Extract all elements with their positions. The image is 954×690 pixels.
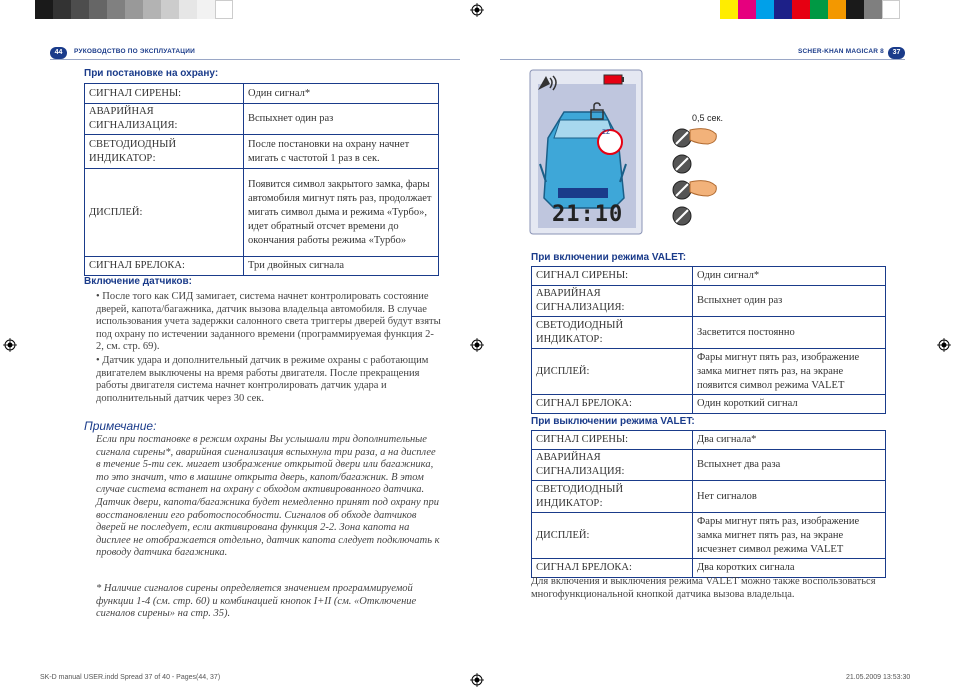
valet-on-section-title: При включении режима VALET:: [531, 252, 687, 263]
sensors-section-title: Включение датчиков:: [84, 276, 192, 287]
left-header-rule: [50, 59, 460, 60]
table-row: [532, 481, 886, 513]
valet-on-row-value: Засветится постоянно: [693, 317, 886, 349]
arm-section-title: При постановке на охрану:: [84, 68, 219, 79]
valet-off-section-title: При выключении режима VALET:: [531, 416, 695, 427]
valet-off-row-value: Вспыхнет два раза: [693, 450, 886, 481]
valet-note: Для включения и выключения режима VALET можно также воспользоваться многофункциональной кнопкой датчика вызова владельца.: [531, 576, 876, 600]
valet-off-row-label: АВАРИЙНАЯ СИГНАЛИЗАЦИЯ:: [532, 450, 693, 481]
valet-on-row-value: Фары мигнут пять раз, изображение замка мигнет пять раз, на экране появится символ режима VALET: [693, 349, 886, 395]
valet-on-row-label: СВЕТОДИОДНЫЙ ИНДИКАТОР:: [532, 317, 693, 349]
valet-on-row-value: Один короткий сигнал: [693, 395, 886, 414]
footer-left: SK-D manual USER.indd Spread 37 of 40 - Pages(44, 37): [40, 674, 221, 681]
note-text: Если при постановке в режим охраны Вы услышали три дополнительные сигнала сирены*, аварийная сигнализация вспыхнула три раза, а на дисплее в течение 5-ти сек. мигает изображение открытой двери или багажника, то это значит, что в машине открыта дверь, капот/багажник. В этом случае система встанет на охрану с обходом активированного датчика. Датчик двери, капота/багажника будет немедленно принят под охрану при восстановлении его работоспособности. Сигналов об обходе датчиков дверей не последует, если активирована функция 2-2. Зона капота на дисплее не отображается отдельно, датчик капота следует подключать к проводу датчика багажника.: [96, 434, 440, 559]
sensors-paragraph-2: • Датчик удара и дополнительный датчик в режиме охраны с работающим двигателем выключены на время работы двигателя. После прекращения работы двигателя система начнет контролировать датчик удара и дополнительный датчик через 30 сек.: [96, 355, 429, 404]
arm-row-label: СИГНАЛ БРЕЛОКА:: [85, 257, 244, 276]
footer-right: 21.05.2009 13:53:30: [846, 674, 911, 681]
valet-off-row-value: Два сигнала*: [693, 431, 886, 450]
right-header-rule: [500, 59, 905, 60]
table-row: [85, 257, 439, 276]
press-duration-label: 0,5 сек.: [692, 113, 723, 123]
table-row: [532, 450, 886, 481]
svg-text:zz: zz: [602, 127, 610, 136]
table-row: [85, 135, 439, 169]
registration-mark-icon: [937, 338, 951, 352]
left-header-title: РУКОВОДСТВО ПО ЭКСПЛУАТАЦИИ: [74, 48, 195, 55]
left-page-number: 44: [50, 47, 67, 59]
battery-icon: [603, 74, 625, 85]
table-row: [85, 84, 439, 104]
valet-off-row-value: Два коротких сигнала: [693, 559, 886, 578]
grey-color-bar: [35, 0, 235, 19]
note-title: Примечание:: [84, 419, 157, 433]
table-row: [532, 513, 886, 559]
registration-mark-icon: [470, 338, 484, 352]
table-row: [532, 349, 886, 395]
registration-mark-icon: [470, 673, 484, 687]
right-page-number: 37: [888, 47, 905, 59]
arm-row-label: АВАРИЙНАЯ СИГНАЛИЗАЦИЯ:: [85, 104, 244, 135]
keyfob-press-diagram: [668, 126, 732, 236]
sensors-paragraph-1: • После того как СИД замигает, система начнет контролировать состояние дверей, капота/багажника, датчик вызова владельца автомобиля. В случае использования учета задержки салонного света триггеры дверей будут взяты под охрану по истечении заданного времени (программируемая функция 2-2, см. стр. 69).: [96, 291, 441, 353]
valet-on-row-label: АВАРИЙНАЯ СИГНАЛИЗАЦИЯ:: [532, 286, 693, 317]
arm-row-label: СИГНАЛ СИРЕНЫ:: [85, 84, 244, 104]
note-footnote: * Наличие сигналов сирены определяется значением программируемой функции 1-4 (см. стр. 60) и комбинацией кнопок I+II (см. «Отключение сигналов сирены» на стр. 35).: [96, 583, 417, 620]
valet-on-table: [531, 266, 886, 414]
valet-off-row-label: ДИСПЛЕЙ:: [532, 513, 693, 559]
display-time: 21:10: [552, 202, 624, 227]
valet-off-table: [531, 430, 886, 578]
valet-off-row-value: Фары мигнут пять раз, изображение замка мигнет пять раз, на экране исчезнет символ режима VALET: [693, 513, 886, 559]
valet-off-row-label: СИГНАЛ СИРЕНЫ:: [532, 431, 693, 450]
arm-row-value: Вспыхнет один раз: [244, 104, 439, 135]
valet-off-row-label: СИГНАЛ БРЕЛОКА:: [532, 559, 693, 578]
table-row: [532, 559, 886, 578]
arm-row-label: СВЕТОДИОДНЫЙ ИНДИКАТОР:: [85, 135, 244, 169]
table-row: [532, 317, 886, 349]
antenna-icon: [536, 74, 560, 92]
lock-open-icon: [590, 102, 604, 120]
table-row: [532, 267, 886, 286]
table-row: [532, 431, 886, 450]
table-row: [532, 395, 886, 414]
arm-row-value: Три двойных сигнала: [244, 257, 439, 276]
table-row: [85, 104, 439, 135]
arm-row-label: ДИСПЛЕЙ:: [85, 169, 244, 257]
valet-on-row-label: СИГНАЛ БРЕЛОКА:: [532, 395, 693, 414]
process-color-bar: [720, 0, 920, 19]
valet-off-row-label: СВЕТОДИОДНЫЙ ИНДИКАТОР:: [532, 481, 693, 513]
valet-on-row-value: Вспыхнет один раз: [693, 286, 886, 317]
arm-row-value: Один сигнал*: [244, 84, 439, 104]
registration-mark-icon: [470, 3, 484, 17]
valet-on-row-value: Один сигнал*: [693, 267, 886, 286]
arm-table: [84, 83, 439, 276]
valet-on-row-label: ДИСПЛЕЙ:: [532, 349, 693, 395]
registration-mark-icon: [3, 338, 17, 352]
valet-off-row-value: Нет сигналов: [693, 481, 886, 513]
arm-row-value: Появится символ закрытого замка, фары автомобиля мигнут пять раз, продолжает мигать символ дыма и режима «Турбо», идет обратный отсчет времени до окончания работы режима «Турбо»: [244, 169, 439, 257]
valet-on-row-label: СИГНАЛ СИРЕНЫ:: [532, 267, 693, 286]
table-row: [85, 169, 439, 257]
right-header-title: SCHER-KHAN MAGICAR 8: [798, 48, 884, 55]
table-row: [532, 286, 886, 317]
arm-row-value: После постановки на охрану начнет мигать с частотой 1 раз в сек.: [244, 135, 439, 169]
